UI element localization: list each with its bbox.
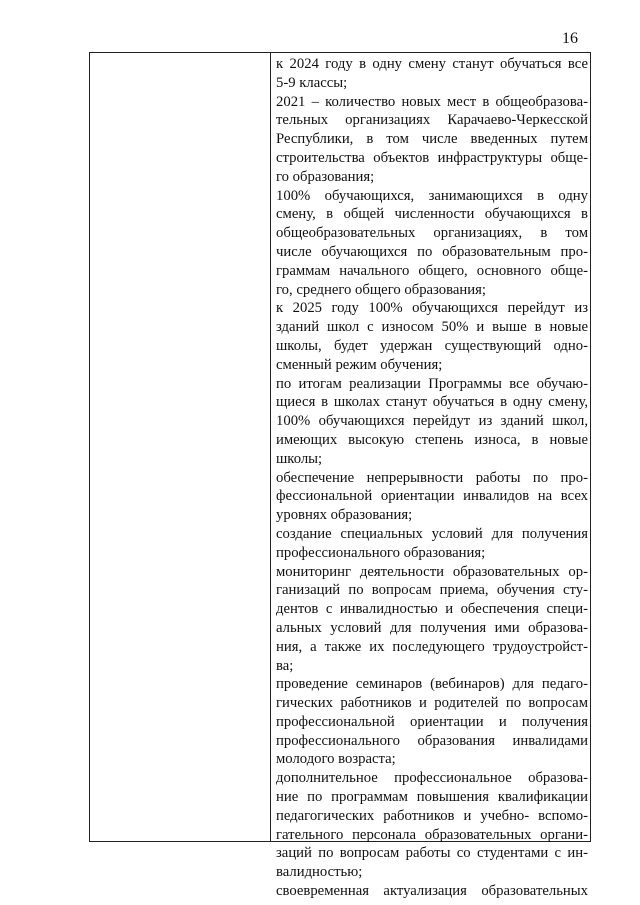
text-line: к 2025 году 100% обучающихся перейдут из [276,300,588,317]
text-line: профессионального образования инвалидами [276,732,588,749]
text-line: имеющих высокую степень износа, в новые [276,431,588,448]
text-line: педагогических работников и учебно- вспомо- [276,807,588,824]
text-line: 2021 – количество новых мест в общеобразова- [276,93,588,110]
text-line: дополнительное профессиональное образова- [276,770,588,787]
text-line: уровнях образования; [276,507,413,524]
text-line: к 2024 году в одну смену станут обучаться все [276,56,588,72]
text-line: своевременная актуализация образовательных [276,883,588,900]
text-line: ганизаций по вопросам приема, обучения сту- [276,582,588,599]
text-line: профессионального образования; [276,544,486,561]
text-line: ния, а также их последующего трудоустройст- [276,638,588,655]
text-line: обеспечение непрерывности работы по про- [276,469,588,486]
text-line: гических работников и родителей по вопросам [276,695,588,712]
text-line: мониторинг деятельности образовательных ор- [276,563,588,580]
text-line: создание специальных условий для получения [276,525,588,542]
text-line: 100% обучающихся, занимающихся в одну [276,187,588,204]
text-line: дентов с инвалидностью и обеспечения специ- [276,601,588,618]
text-line: проведение семинаров (вебинаров) для педаго- [276,676,588,693]
text-line: тельных организациях Карачаево-Черкесской [276,112,588,129]
text-line: зданий школ с износом 50% и выше в новые [276,319,588,336]
text-line: сменный режим обучения; [276,356,443,373]
text-line: строительства объектов инфраструктуры обще- [276,149,588,166]
text-line: гательного персонала образовательных органи- [276,826,588,843]
text-line: граммам начального общего, основного обще- [276,262,588,279]
text-line: валидностью; [276,864,363,881]
text-line: общеобразовательных организациях, в том [276,225,588,242]
text-line: 100% обучающихся перейдут из зданий школ, [276,413,588,430]
text-line: по итогам реализации Программы все обучаю- [276,375,588,392]
text-line: Республики, в том числе введенных путем [276,131,588,148]
table-right-cell [276,55,588,901]
table-left-cell [90,53,271,841]
text-line: ва; [276,657,294,674]
text-line: ние по программам повышения квалификации [276,789,588,806]
text-line: школы; [276,450,323,467]
text-line: числе обучающихся по образовательным про- [276,243,588,260]
text-line: го, среднего общего образования; [276,281,486,298]
text-line: щиеся в школах станут обучаться в одну смену, [276,394,588,411]
text-line: альных условий для получения ими образова- [276,619,588,636]
text-line: профессиональной ориентации и получения [276,713,588,730]
text-line: го образования; [276,168,375,185]
text-line: 5-9 классы; [276,74,348,91]
page-number: 16 [562,30,578,47]
text-line: фессиональной ориентации инвалидов на всех [276,488,588,505]
document-table [89,52,591,900]
text-line: молодого возраста; [276,751,396,768]
text-line: смену, в общей численности обучающихся в [276,206,588,223]
text-line: заций по вопросам работы со студентами с ин- [276,845,588,862]
text-line: школы, будет удержан существующий одно- [276,337,588,354]
